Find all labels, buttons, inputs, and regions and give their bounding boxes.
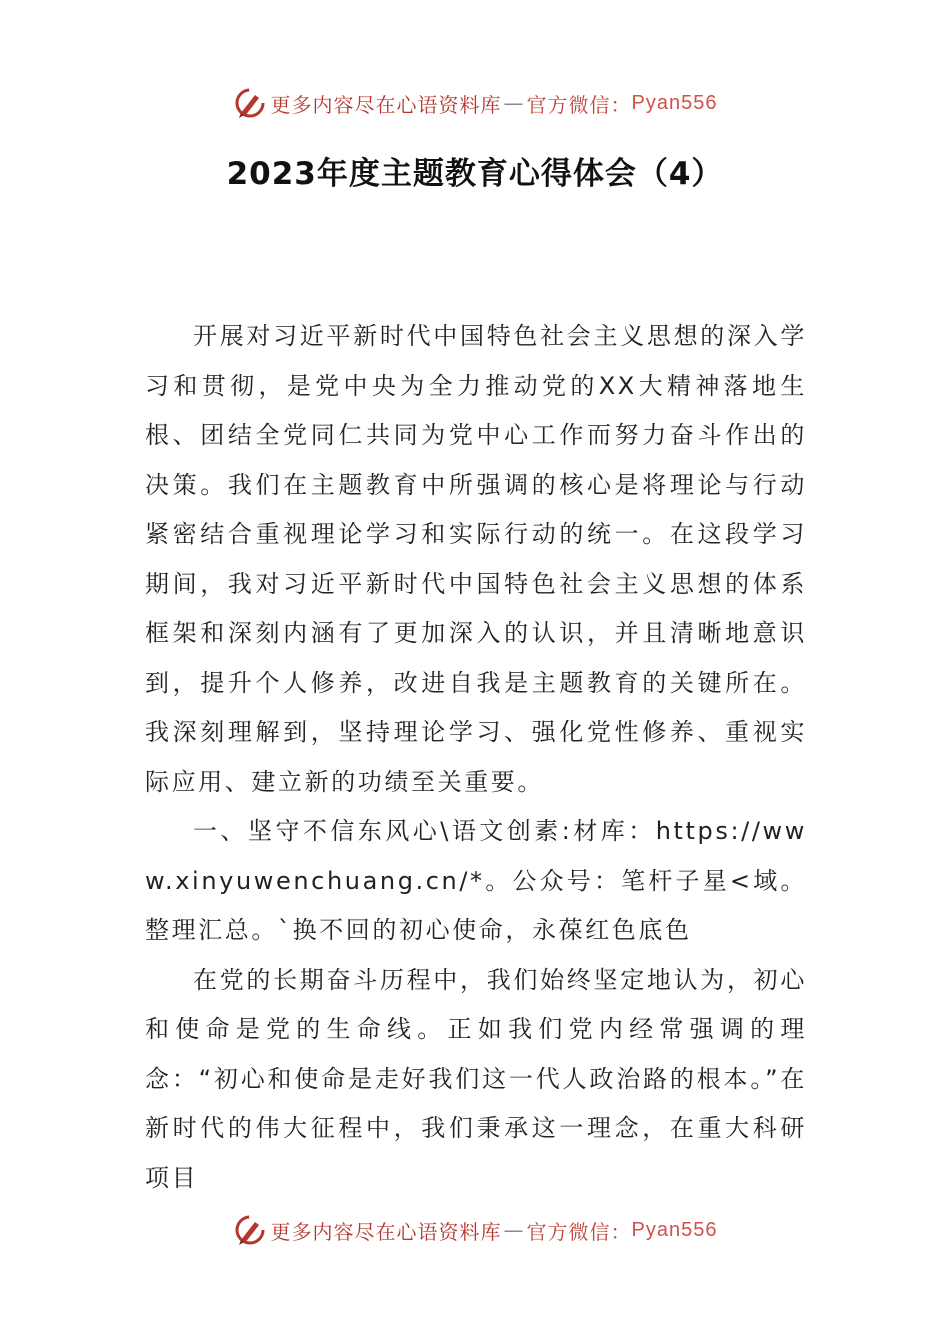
header-watermark-banner	[0, 83, 950, 123]
banner-wechat-label: 官方微信：	[526, 92, 632, 117]
pen-nib-icon	[233, 1213, 267, 1247]
banner-separator: —	[503, 1218, 525, 1242]
banner-wechat-id: Pyan556	[631, 1218, 718, 1241]
document-body	[145, 312, 807, 1203]
banner-wechat-label: 官方微信：	[526, 1219, 632, 1244]
pen-nib-icon	[233, 86, 267, 120]
banner-text: 更多内容尽在心语资料库	[270, 1219, 502, 1244]
body-paragraph: 一、坚守不信东风心\语文创素:材库：https://www.xinyuwenchuang.cn/*。公众号：笔杆子星<域。整理汇总。`换不回的初心使命，永葆红色底色	[145, 817, 807, 944]
body-paragraph: 在党的长期奋斗历程中，我们始终坚定地认为，初心和使命是党的生命线。正如我们党内经常强调的理念：“初心和使命是走好我们这一代人政治路的根本。”在新时代的伟大征程中，我们秉承这一理念，在重大科研项目	[145, 965, 807, 1192]
document-title: 2023年度主题教育心得体会（4）	[226, 156, 724, 192]
banner-separator: —	[503, 91, 525, 115]
footer-watermark-banner	[0, 1210, 950, 1250]
body-paragraph: 开展对习近平新时代中国特色社会主义思想的深入学习和贯彻，是党中央为全力推动党的XX大精神落地生根、团结全党同仁共同为党中心工作而努力奋斗作出的决策。我们在主题教育中所强调的核心是将理论与行动紧密结合重视理论学习和实际行动的统一。在这段学习期间，我对习近平新时代中国特色社会主义思想的体系框架和深刻内涵有了更加深入的认识，并且清晰地意识到，提升个人修养，改进自我是主题教育的关键所在。我深刻理解到，坚持理论学习、强化党性修养、重视实际应用、建立新的功绩至关重要。	[145, 322, 807, 796]
banner-wechat-id: Pyan556	[631, 91, 718, 114]
banner-text: 更多内容尽在心语资料库	[270, 92, 502, 117]
